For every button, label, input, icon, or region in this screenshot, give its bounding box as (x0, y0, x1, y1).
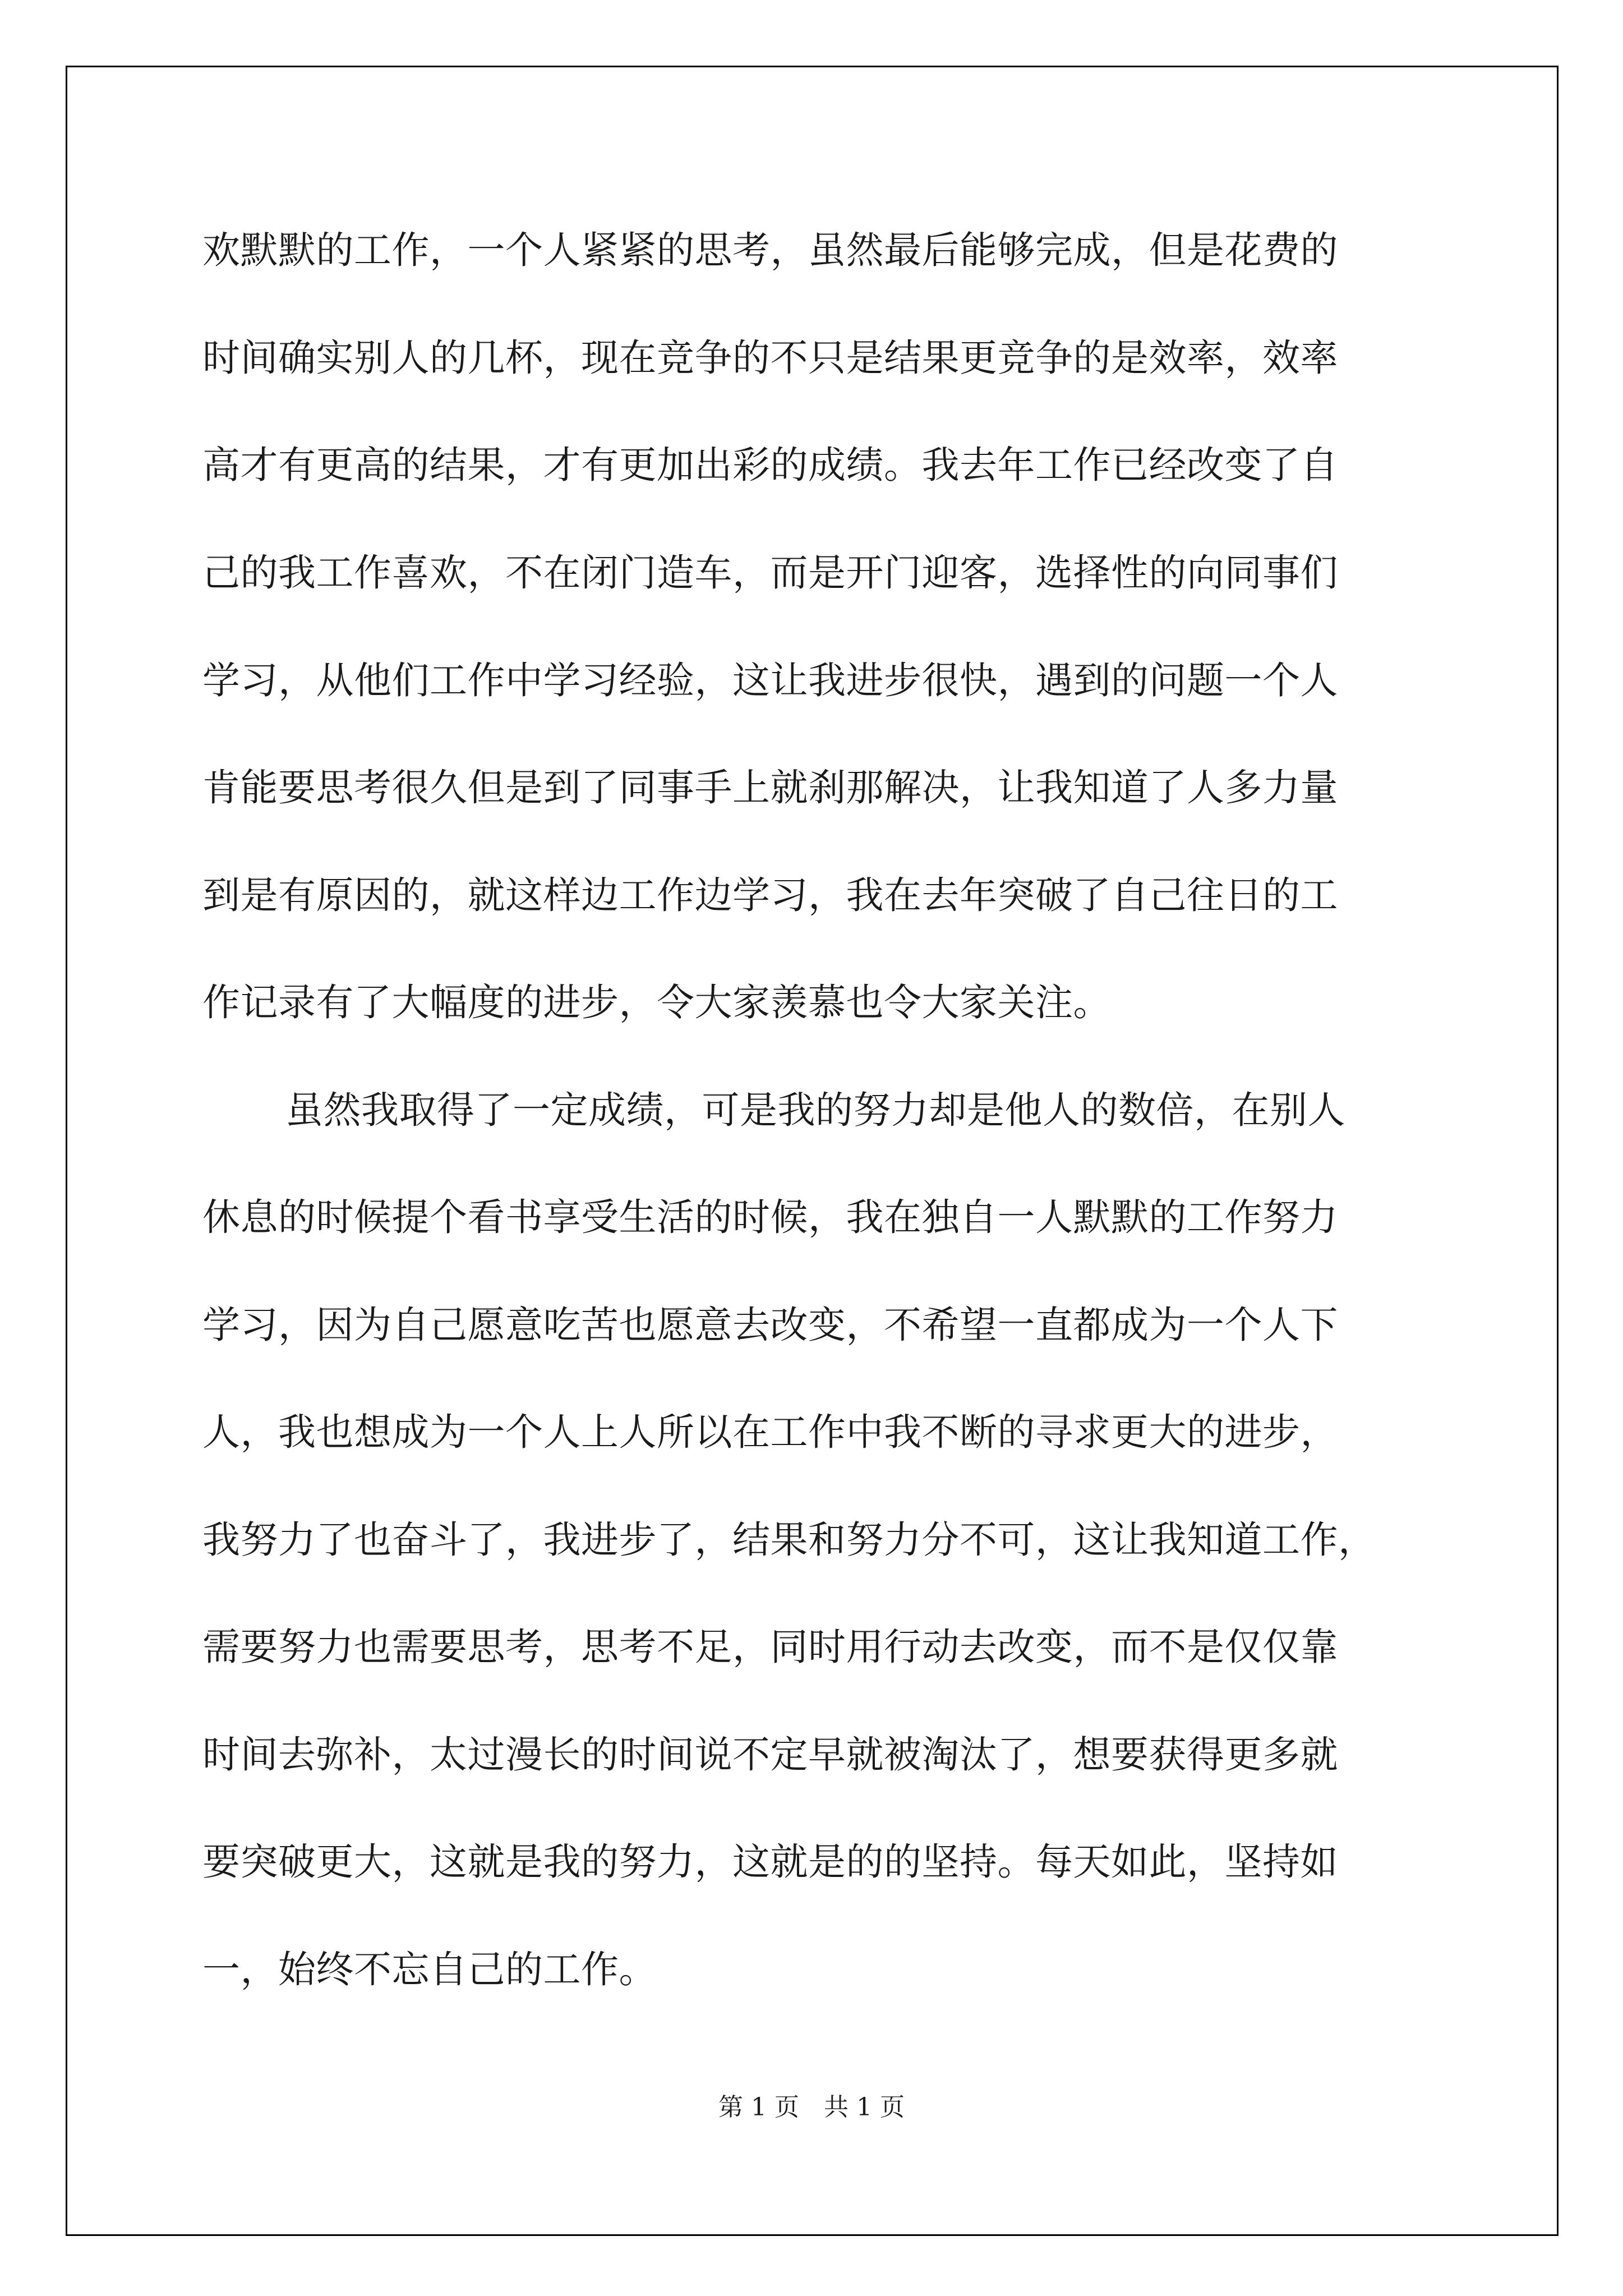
text-line: 时间去弥补，太过漫长的时间说不定早就被淘汰了，想要获得更多就 (202, 1733, 1338, 1777)
text-line: 高才有更高的结果，才有更加出彩的成绩。我去年工作已经改变了自 (202, 443, 1338, 487)
text-line: 学习，从他们工作中学习经验，这让我进步很快，遇到的问题一个人 (202, 659, 1338, 702)
text-line: 学习，因为自己愿意吃苦也愿意去改变，不希望一直都成为一个人下 (202, 1303, 1338, 1347)
page-border (66, 66, 1559, 2236)
text-line: 休息的时候提个看书享受生活的时候，我在独自一人默默的工作努力 (202, 1195, 1338, 1239)
text-line: 要突破更大，这就是我的努力，这就是的的坚持。每天如此，坚持如 (202, 1840, 1338, 1884)
text-line: 肯能要思考很久但是到了同事手上就刹那解决，让我知道了人多力量 (202, 766, 1338, 809)
text-line: 到是有原因的，就这样边工作边学习，我在去年突破了自己往日的工 (202, 873, 1338, 917)
text-line: 作记录有了大幅度的进步，令大家羡慕也令大家关注。 (202, 981, 1111, 1024)
page-number-footer: 第 1 页 共 1 页 (718, 2093, 905, 2122)
text-line: 欢默默的工作，一个人紧紧的思考，虽然最后能够完成，但是花费的 (202, 228, 1338, 272)
text-line: 一，始终不忘自己的工作。 (202, 1948, 657, 1991)
paragraph-first-line: 虽然我取得了一定成绩，可是我的努力却是他人的数倍，在别人 (285, 1088, 1345, 1132)
text-line: 时间确实别人的几杯，现在竞争的不只是结果更竞争的是效率，效率 (202, 336, 1338, 380)
text-line: 己的我工作喜欢，不在闭门造车，而是开门迎客，选择性的向同事们 (202, 551, 1338, 595)
text-line: 人，我也想成为一个人上人所以在工作中我不断的寻求更大的进步， (202, 1410, 1338, 1454)
text-line: 需要努力也需要思考，思考不足，同时用行动去改变，而不是仅仅靠 (202, 1625, 1338, 1669)
text-line: 我努力了也奋斗了，我进步了，结果和努力分不可，这让我知道工作， (202, 1518, 1376, 1562)
